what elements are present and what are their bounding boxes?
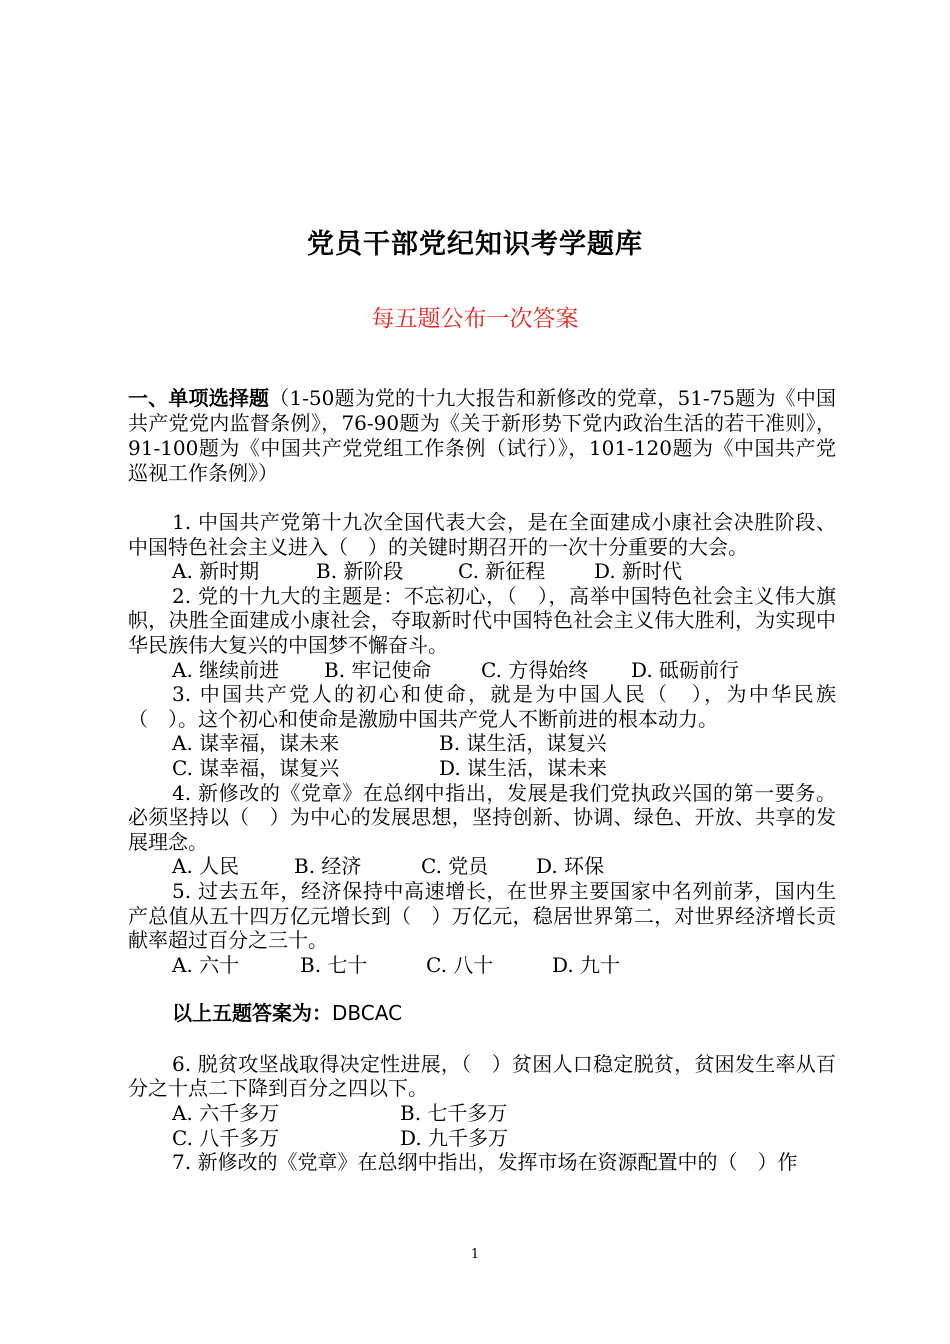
question-4: 4. 新修改的《党章》在总纲中指出，发展是我们党执政兴国的第一要务。必须坚持以（ ）为中心的发展思想，坚持创新、协调、绿色、开放、共享的发展理念。	[128, 780, 836, 854]
answer-line	[128, 1001, 836, 1026]
question-3-options-row-2	[128, 756, 836, 781]
question-4-options	[128, 854, 836, 879]
option-c: C. 方得始终	[481, 657, 589, 682]
document-title: 党员干部党纪知识考学题库	[307, 229, 643, 260]
option-d: D. 新时代	[594, 559, 683, 584]
question-5: 5. 过去五年，经济保持中高速增长，在世界主要国家中名列前茅，国内生产总值从五十四万亿元增长到（ ）万亿元，稳居世界第二，对世界经济增长贡献率超过百分之三十。	[128, 878, 836, 953]
option-d: D. 九十	[552, 952, 621, 977]
option-b: B. 谋生活，谋复兴	[439, 731, 607, 756]
option-a: A. 六十	[172, 952, 240, 977]
option-a: A. 六千多万	[172, 1101, 280, 1126]
question-5-options	[128, 953, 836, 978]
option-d: D. 九千多万	[400, 1125, 509, 1150]
option-d: D. 环保	[536, 854, 605, 879]
option-a: A. 人民	[172, 854, 240, 879]
option-b: B. 经济	[294, 854, 362, 879]
question-3-options-row-1	[128, 731, 836, 756]
section-note: （1-50题为党的十九大报告和新修改的党章，51-75题为《中国共产党党内监督条例》，76-90题为《关于新形势下党内政治生活的若干准则》，91-100题为《中国共产党党组工作条例（试行）》，101-120题为《中国共产党巡视工作条例》）	[128, 386, 837, 485]
option-b: B. 牢记使命	[324, 657, 432, 682]
option-c: C. 谋幸福，谋复兴	[172, 755, 340, 780]
option-a: A. 谋幸福，谋未来	[172, 731, 340, 756]
option-b: B. 七十	[300, 952, 368, 977]
question-list	[128, 510, 836, 1175]
answer-label: 以上五题答案为：	[172, 1001, 332, 1026]
question-2-options	[128, 658, 836, 683]
option-a: A. 新时期	[172, 559, 260, 584]
option-d: D. 谋生活，谋未来	[439, 755, 608, 780]
question-6-options-row-1	[128, 1101, 836, 1126]
question-2: 2. 党的十九大的主题是：不忘初心，（ ），高举中国特色社会主义伟大旗帜，决胜全面建成小康社会，夺取新时代中国特色社会主义伟大胜利，为实现中华民族伟大复兴的中国梦不懈奋斗。	[128, 583, 836, 657]
option-b: B. 新阶段	[316, 559, 404, 584]
question-6: 6. 脱贫攻坚战取得决定性进展，（ ）贫困人口稳定脱贫，贫困发生率从百分之十点二下降到百分之四以下。	[128, 1051, 836, 1101]
section-heading	[128, 386, 836, 486]
option-c: C. 八千多万	[172, 1125, 280, 1150]
question-1: 1. 中国共产党第十九次全国代表大会，是在全面建成小康社会决胜阶段、中国特色社会主义进入（ ）的关键时期召开的一次十分重要的大会。	[128, 510, 836, 559]
question-7: 7. 新修改的《党章》在总纲中指出，发挥市场在资源配置中的（ ）作	[172, 1150, 798, 1175]
option-c: C. 党员	[421, 854, 489, 879]
section-head-label: 一、单项选择题	[128, 386, 270, 410]
question-3: 3. 中国共产党人的初心和使命，就是为中国人民（ ），为中华民族（ ）。这个初心和使命是激励中国共产党人不断前进的根本动力。	[128, 682, 836, 731]
page-number: 1	[470, 1247, 480, 1262]
question-6-options-row-2	[128, 1126, 836, 1151]
option-a: A. 继续前进	[172, 657, 280, 682]
option-c: C. 新征程	[458, 559, 546, 584]
option-c: C. 八十	[426, 952, 494, 977]
option-b: B. 七千多万	[400, 1101, 508, 1126]
question-1-options	[128, 559, 836, 584]
option-d: D. 砥砺前行	[631, 657, 740, 682]
answer-value: DBCAC	[332, 1001, 403, 1026]
document-subtitle: 每五题公布一次答案	[371, 306, 579, 332]
